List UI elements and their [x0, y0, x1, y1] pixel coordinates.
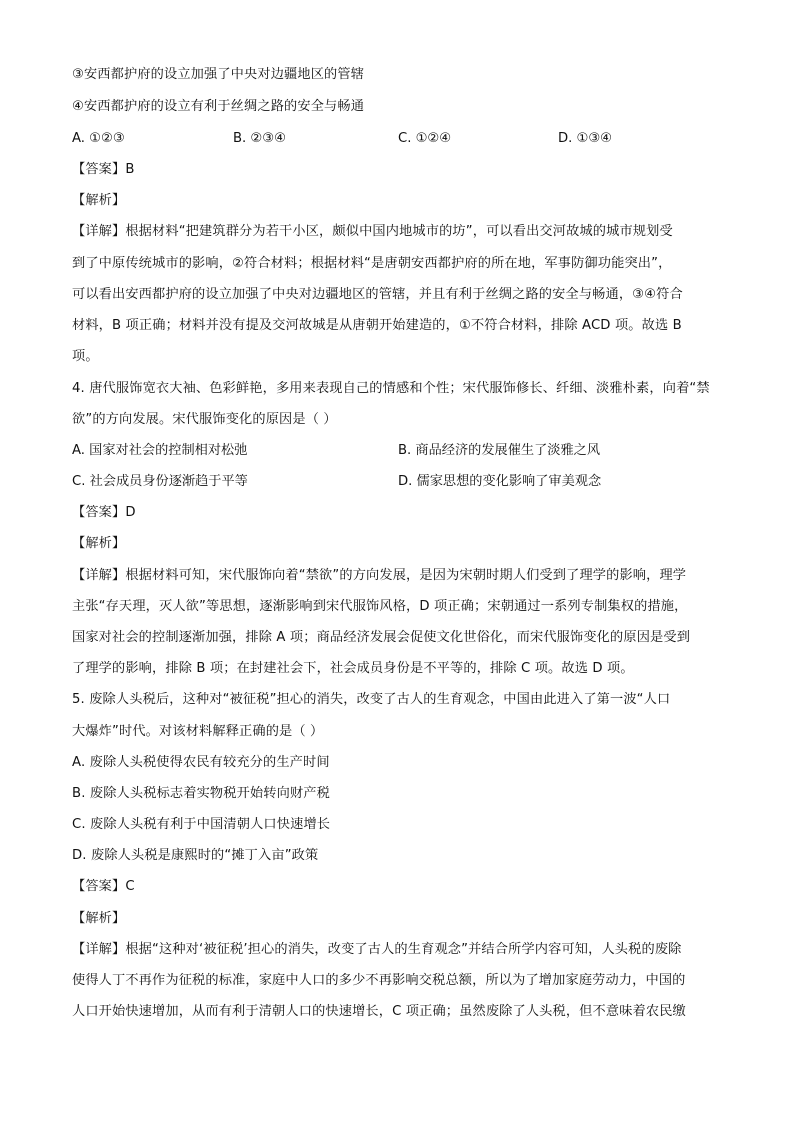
q4-option-a: A. 国家对社会的控制相对松弛	[72, 443, 248, 458]
q5-detail-line-3: 人口开始快速增加，从而有利于清朝人口的快速增长，C 项正确；虽然废除了人头税，但不意味着农民缴	[72, 1004, 686, 1019]
q3-detail-line-3: 可以看出安西都护府的设立加强了中央对边疆地区的管辖，并且有利于丝绸之路的安全与畅通，③④符合	[72, 287, 683, 302]
q5-option-a: A. 废除人头税使得农民有较充分的生产时间	[72, 755, 330, 770]
q3-option-b: B. ②③④	[233, 131, 286, 146]
q3-analysis-label: 【解析】	[72, 193, 126, 208]
q4-detail-line-2: 主张“存天理，灭人欲”等思想，逐渐影响到宋代服饰风格，D 项正确；宋朝通过一系列专制集权的措施，	[72, 599, 688, 614]
q4-option-c: C. 社会成员身份逐渐趋于平等	[72, 474, 248, 489]
q5-answer: 【答案】C	[72, 879, 135, 894]
q4-detail-line-4: 了理学的影响，排除 B 项；在封建社会下，社会成员身份是不平等的，排除 C 项。故选 D 项。	[72, 661, 634, 676]
q3-detail-line-5: 项。	[72, 349, 99, 364]
q3-option-d: D. ①③④	[558, 131, 613, 146]
q4-options-row-2	[72, 472, 732, 492]
q5-option-d: D. 废除人头税是康熙时的“摊丁入亩”政策	[72, 848, 319, 863]
q4-detail-line-3: 国家对社会的控制逐渐加强，排除 A 项；商品经济发展会促使文化世俗化，而宋代服饰变化的原因是受到	[72, 630, 691, 645]
q5-option-b: B. 废除人头税标志着实物税开始转向财产税	[72, 786, 330, 801]
q4-answer: 【答案】D	[72, 505, 136, 520]
q4-options-row-1	[72, 441, 732, 461]
q3-answer: 【答案】B	[72, 162, 135, 177]
q4-stem-line-2: 欲”的方向发展。宋代服饰变化的原因是（ ）	[72, 412, 337, 427]
q4-stem-line-1: 4. 唐代服饰宽衣大袖、色彩鲜艳，多用来表现自己的情感和个性；宋代服饰修长、纤细、淡雅朴素，向着“禁	[72, 381, 710, 396]
q5-stem-line-2: 大爆炸”时代。对该材料解释正确的是（ ）	[72, 724, 324, 739]
q4-detail-line-1: 【详解】根据材料可知，宋代服饰向着“禁欲”的方向发展，是因为宋朝时期人们受到了理学的影响，理学	[72, 568, 687, 583]
q4-analysis-label: 【解析】	[72, 536, 126, 551]
q5-detail-line-2: 使得人丁不再作为征税的标准，家庭中人口的多少不再影响交税总额，所以为了增加家庭劳动力，中国的	[72, 973, 686, 988]
q3-options-row	[72, 129, 732, 149]
q5-stem-line-1: 5. 废除人头税后，这种对“被征税”担心的消失，改变了古人的生育观念，中国由此进入了第一波“人口	[72, 692, 671, 707]
q4-option-d: D. 儒家思想的变化影响了审美观念	[398, 474, 602, 489]
q4-option-b: B. 商品经济的发展催生了淡雅之风	[398, 443, 601, 458]
q3-option-a: A. ①②③	[72, 131, 125, 146]
q5-option-c: C. 废除人头税有利于中国清朝人口快速增长	[72, 817, 331, 832]
q3-statement-4: ④安西都护府的设立有利于丝绸之路的安全与畅通	[72, 99, 365, 114]
q3-statement-3: ③安西都护府的设立加强了中央对边疆地区的管辖	[72, 67, 365, 82]
q3-detail-line-1: 【详解】根据材料“把建筑群分为若干小区，颇似中国内地城市的坊”，可以看出交河故城的城市规划受	[72, 224, 673, 239]
q3-detail-line-4: 材料，B 项正确；材料并没有提及交河故城是从唐朝开始建造的，①不符合材料，排除 ACD 项。故选 B	[72, 318, 682, 333]
q5-analysis-label: 【解析】	[72, 911, 126, 926]
q3-detail-line-2: 到了中原传统城市的影响，②符合材料；根据材料“是唐朝安西都护府的所在地，军事防御功能突出”，	[72, 256, 672, 271]
q5-detail-line-1: 【详解】根据“这种对‘被征税’担心的消失，改变了古人的生育观念”并结合所学内容可知，人头税的废除	[72, 942, 682, 957]
q3-option-c: C. ①②④	[398, 131, 452, 146]
